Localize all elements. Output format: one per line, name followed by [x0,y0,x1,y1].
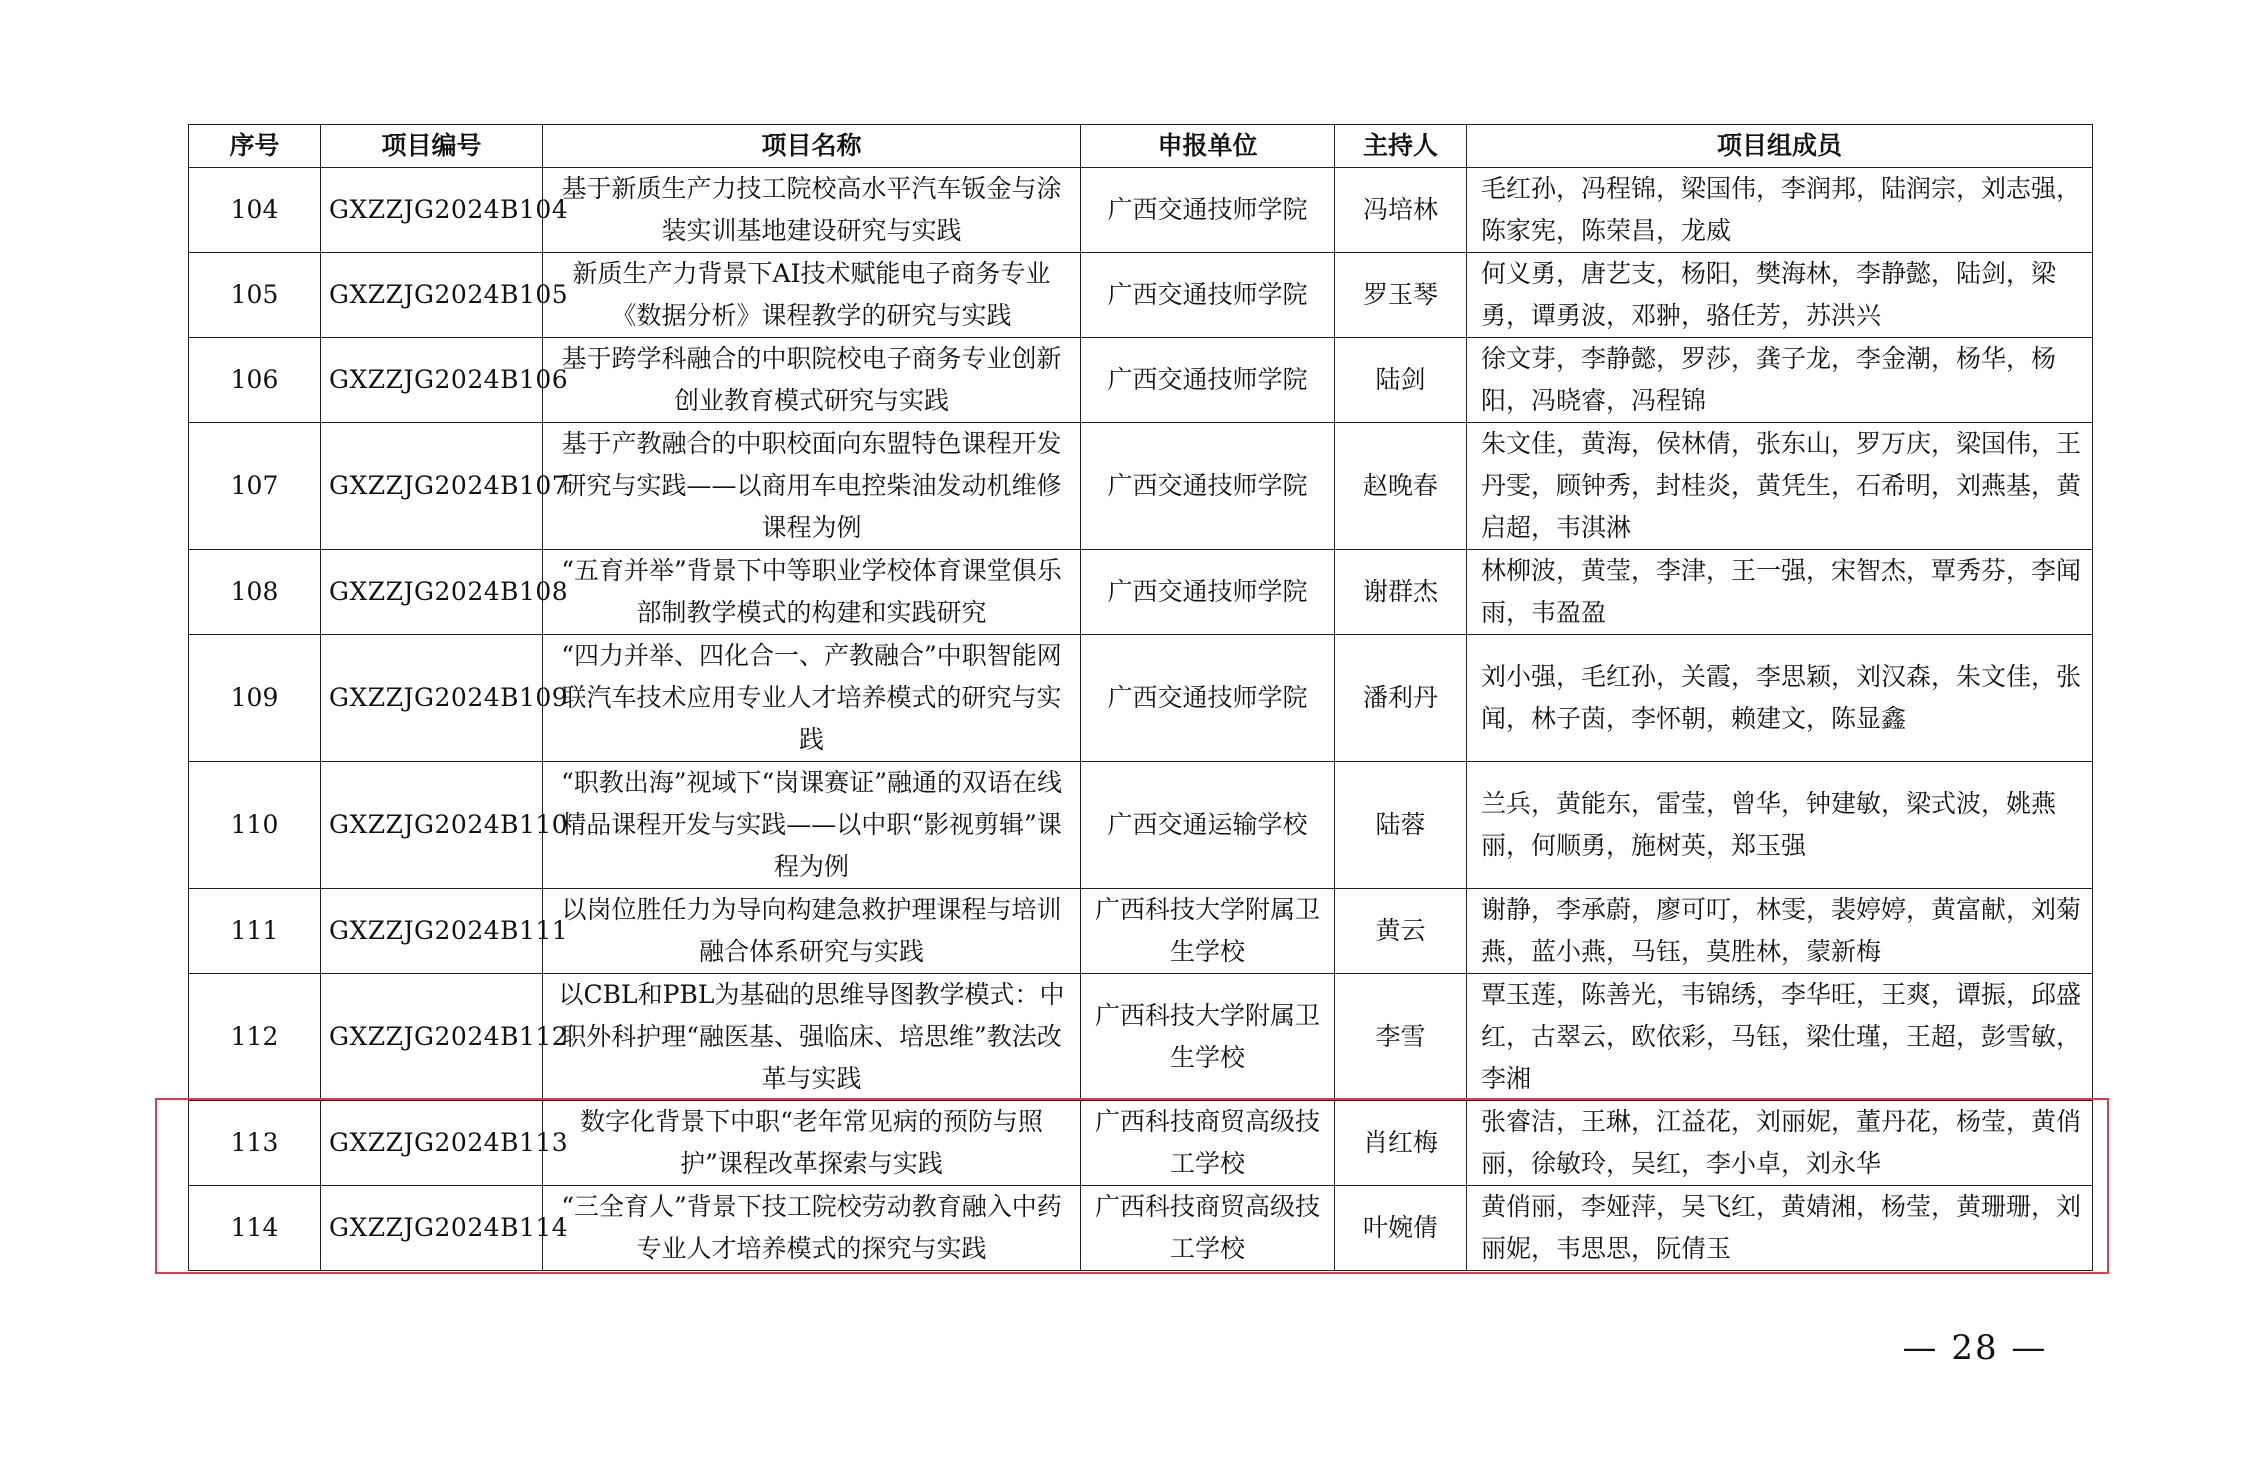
cell-name: 数字化背景下中职“老年常见病的预防与照护”课程改革探索与实践 [543,1101,1081,1186]
cell-unit: 广西交通技师学院 [1081,550,1335,635]
cell-host: 陆剑 [1335,338,1467,423]
cell-members: 覃玉莲，陈善光，韦锦绣，李华旺，王爽，谭振，邱盛红，古翠云，欧依彩，马钰，梁仕瑾，王超，彭雪敏，李湘 [1467,974,2093,1101]
cell-host: 叶婉倩 [1335,1186,1467,1271]
cell-host: 陆蓉 [1335,762,1467,889]
cell-members: 谢静，李承蔚，廖可叮，林雯，裴婷婷，黄富献，刘菊燕，蓝小燕，马钰，莫胜林，蒙新梅 [1467,889,2093,974]
cell-code: GXZZJG2024B105 [321,253,543,338]
cell-no: 111 [189,889,321,974]
cell-no: 108 [189,550,321,635]
cell-host: 谢群杰 [1335,550,1467,635]
cell-name: “五育并举”背景下中等职业学校体育课堂俱乐部制教学模式的构建和实践研究 [543,550,1081,635]
cell-unit: 广西交通技师学院 [1081,338,1335,423]
cell-unit: 广西交通技师学院 [1081,635,1335,762]
cell-code: GXZZJG2024B107 [321,423,543,550]
cell-members: 何义勇，唐艺支，杨阳，樊海林，李静懿，陆剑，梁勇，谭勇波，邓翀，骆任芳，苏洪兴 [1467,253,2093,338]
table-row [189,338,2093,423]
cell-name: 基于产教融合的中职校面向东盟特色课程开发研究与实践——以商用车电控柴油发动机维修课程为例 [543,423,1081,550]
cell-name: “四力并举、四化合一、产教融合”中职智能网联汽车技术应用专业人才培养模式的研究与实践 [543,635,1081,762]
cell-code: GXZZJG2024B111 [321,889,543,974]
table-header-row [189,125,2093,168]
cell-name: 基于跨学科融合的中职院校电子商务专业创新创业教育模式研究与实践 [543,338,1081,423]
cell-code: GXZZJG2024B106 [321,338,543,423]
cell-code: GXZZJG2024B108 [321,550,543,635]
cell-no: 105 [189,253,321,338]
header-no: 序号 [189,125,321,168]
cell-no: 106 [189,338,321,423]
cell-members: 毛红孙，冯程锦，梁国伟，李润邦，陆润宗，刘志强，陈家宪，陈荣昌，龙威 [1467,168,2093,253]
header-unit: 申报单位 [1081,125,1335,168]
table-row [189,168,2093,253]
cell-unit: 广西科技商贸高级技工学校 [1081,1186,1335,1271]
cell-name: 新质生产力背景下AI技术赋能电子商务专业《数据分析》课程教学的研究与实践 [543,253,1081,338]
cell-code: GXZZJG2024B110 [321,762,543,889]
page-number: — 28 — [1902,1328,2048,1368]
table-row [189,635,2093,762]
cell-name: 以岗位胜任力为导向构建急救护理课程与培训融合体系研究与实践 [543,889,1081,974]
cell-unit: 广西科技大学附属卫生学校 [1081,974,1335,1101]
cell-no: 113 [189,1101,321,1186]
project-table [188,124,2093,1271]
cell-name: 以CBL和PBL为基础的思维导图教学模式：中职外科护理“融医基、强临床、培思维”教法改革与实践 [543,974,1081,1101]
table-row [189,762,2093,889]
table-row [189,550,2093,635]
header-host: 主持人 [1335,125,1467,168]
cell-name: 基于新质生产力技工院校高水平汽车钣金与涂装实训基地建设研究与实践 [543,168,1081,253]
cell-members: 朱文佳，黄海，侯林倩，张东山，罗万庆，梁国伟，王丹雯，顾钟秀，封桂炎，黄凭生，石希明，刘燕基，黄启超，韦淇淋 [1467,423,2093,550]
cell-no: 107 [189,423,321,550]
cell-unit: 广西交通技师学院 [1081,253,1335,338]
table-row [189,974,2093,1101]
cell-host: 罗玉琴 [1335,253,1467,338]
cell-members: 徐文芽，李静懿，罗莎，龚子龙，李金潮，杨华，杨阳，冯晓睿，冯程锦 [1467,338,2093,423]
cell-members: 张睿洁，王琳，江益花，刘丽妮，董丹花，杨莹，黄俏丽，徐敏玲，吴红，李小卓，刘永华 [1467,1101,2093,1186]
cell-host: 黄云 [1335,889,1467,974]
cell-no: 109 [189,635,321,762]
cell-host: 肖红梅 [1335,1101,1467,1186]
table-row [189,1186,2093,1271]
cell-members: 兰兵，黄能东，雷莹，曾华，钟建敏，梁式波，姚燕丽，何顺勇，施树英，郑玉强 [1467,762,2093,889]
table-row [189,253,2093,338]
header-members: 项目组成员 [1467,125,2093,168]
cell-members: 林柳波，黄莹，李津，王一强，宋智杰，覃秀芬，李闻雨，韦盈盈 [1467,550,2093,635]
cell-name: “职教出海”视域下“岗课赛证”融通的双语在线精品课程开发与实践——以中职“影视剪辑”课程为例 [543,762,1081,889]
header-name: 项目名称 [543,125,1081,168]
cell-members: 黄俏丽，李娅萍，吴飞红，黄婧湘，杨莹，黄珊珊，刘丽妮，韦思思，阮倩玉 [1467,1186,2093,1271]
cell-no: 112 [189,974,321,1101]
cell-unit: 广西科技商贸高级技工学校 [1081,1101,1335,1186]
cell-host: 赵晚春 [1335,423,1467,550]
cell-host: 冯培林 [1335,168,1467,253]
cell-host: 李雪 [1335,974,1467,1101]
cell-name: “三全育人”背景下技工院校劳动教育融入中药专业人才培养模式的探究与实践 [543,1186,1081,1271]
cell-code: GXZZJG2024B109 [321,635,543,762]
cell-no: 104 [189,168,321,253]
cell-code: GXZZJG2024B112 [321,974,543,1101]
table-row [189,423,2093,550]
cell-no: 110 [189,762,321,889]
cell-unit: 广西交通运输学校 [1081,762,1335,889]
cell-no: 114 [189,1186,321,1271]
cell-host: 潘利丹 [1335,635,1467,762]
cell-unit: 广西科技大学附属卫生学校 [1081,889,1335,974]
table-row [189,1101,2093,1186]
cell-code: GXZZJG2024B104 [321,168,543,253]
cell-code: GXZZJG2024B113 [321,1101,543,1186]
cell-unit: 广西交通技师学院 [1081,423,1335,550]
cell-code: GXZZJG2024B114 [321,1186,543,1271]
cell-members: 刘小强，毛红孙，关霞，李思颖，刘汉森，朱文佳，张闻，林子茵，李怀朝，赖建文，陈显鑫 [1467,635,2093,762]
header-code: 项目编号 [321,125,543,168]
table-row [189,889,2093,974]
cell-unit: 广西交通技师学院 [1081,168,1335,253]
project-table-container [188,124,2092,1271]
